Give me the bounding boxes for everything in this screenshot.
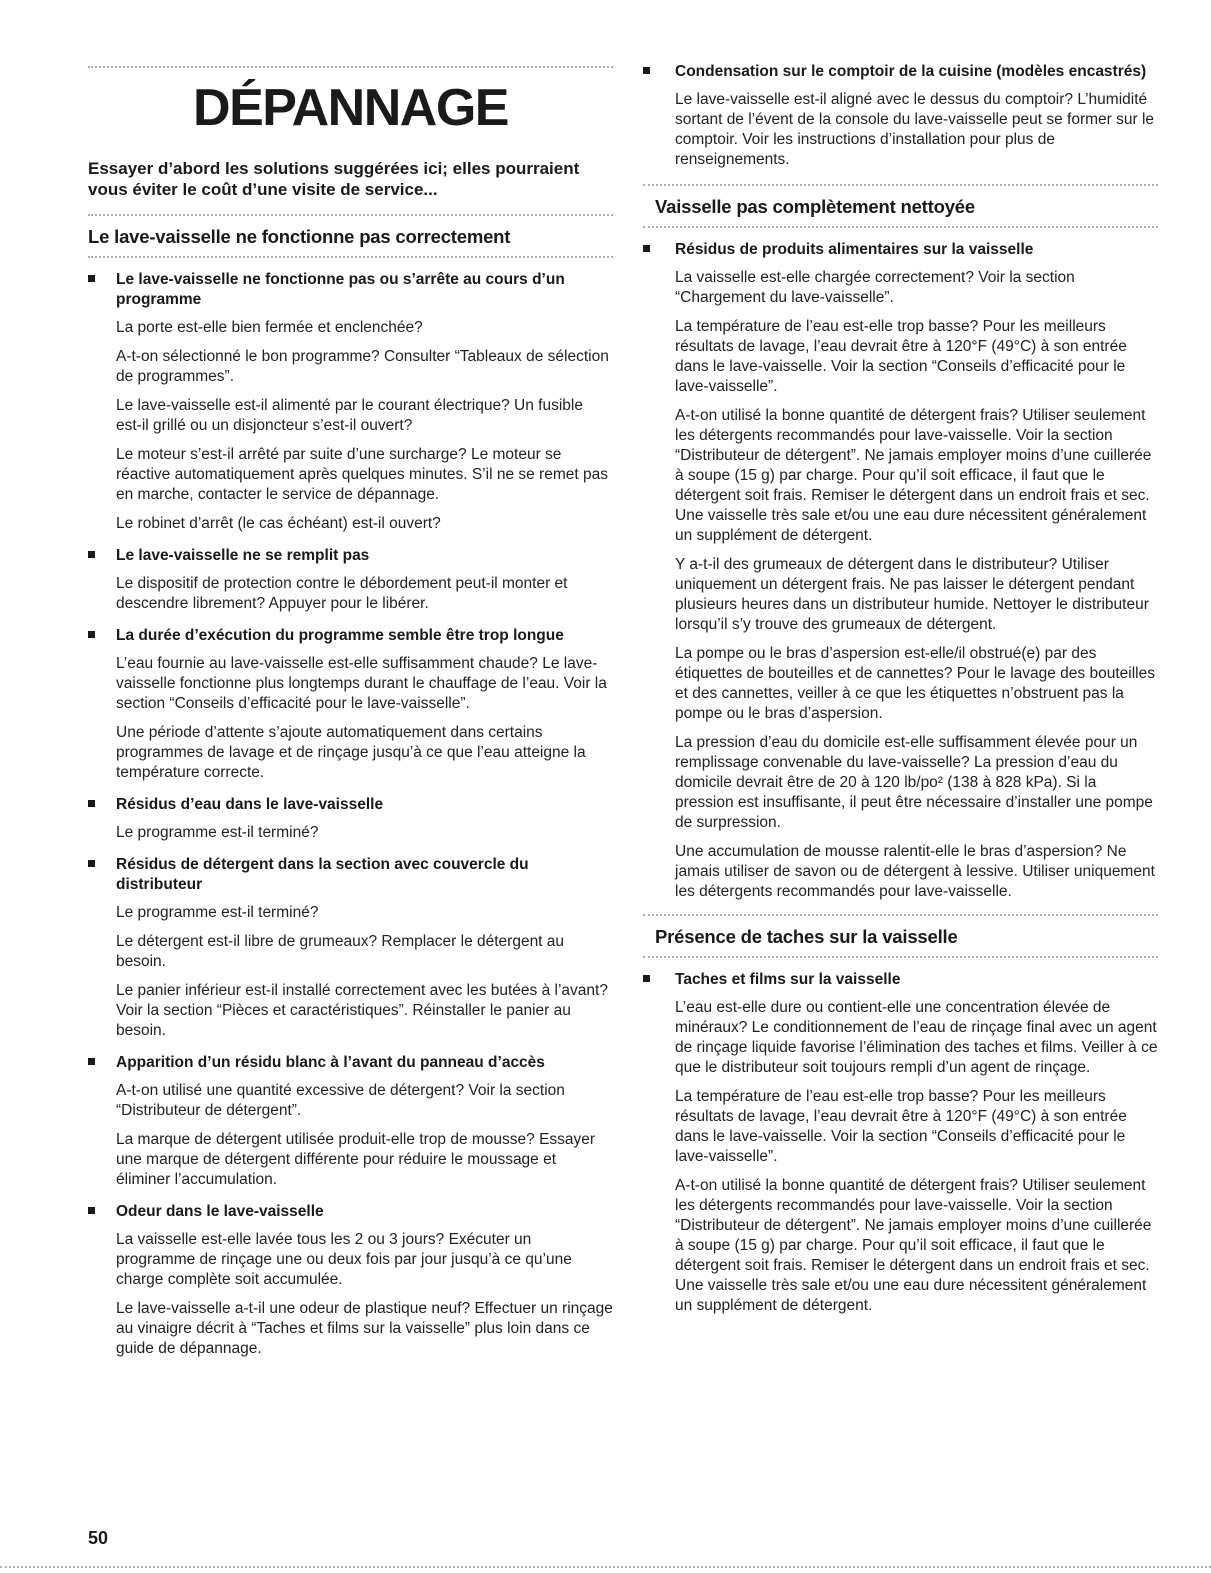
list-item [88, 270, 613, 534]
item-title: Apparition d’un résidu blanc à l’avant du panneau d’accès [116, 1054, 545, 1071]
item-paragraph: La pression d’eau du domicile est-elle suffisamment élevée pour un remplissage convenable du lave-vaisselle? La pression d’eau du domicile devrait être de 20 à 120 lb/po² (138 à 828 kPa). Si la pression est insuffisante, il peut être nécessaire d’installer une pompe de surpression. [675, 734, 1153, 831]
item-paragraph: Le panier inférieur est-il installé correctement avec les butées à l’avant? Voir la section “Pièces et caractéristiques”. Réinstaller le panier au besoin. [116, 982, 608, 1039]
item-paragraph: Y a-t-il des grumeaux de détergent dans le distributeur? Utiliser uniquement un détergent frais. Ne pas laisser le détergent pendant plusieurs heures dans un distributeur humide. Nettoyer le distributeur lorsqu’il s’y trouve des grumeaux de détergent. [675, 556, 1149, 633]
item-title: Odeur dans le lave-vaisselle [116, 1203, 324, 1220]
item-paragraph: Le lave-vaisselle a-t-il une odeur de plastique neuf? Effectuer un rinçage au vinaigre décrit à “Taches et films sur la vaisselle” plus loin dans ce guide de dépannage. [116, 1300, 613, 1357]
item-paragraph: L’eau est-elle dure ou contient-elle une concentration élevée de minéraux? Le conditionnement de l’eau de rinçage final avec un agent de rinçage liquide favorise l’élimination des taches et films. Veiller à ce que le distributeur soit toujours rempli d’un agent de rinçage. [675, 999, 1158, 1076]
item-paragraph: Le dispositif de protection contre le débordement peut-il monter et descendre librement? Appuyer pour le libérer. [116, 575, 568, 612]
bullet-icon [643, 245, 650, 252]
item-paragraph: Le robinet d’arrêt (le cas échéant) est-il ouvert? [116, 515, 441, 532]
page-number: 50 [88, 1528, 109, 1548]
section-heading: Le lave-vaisselle ne fonctionne pas correctement [88, 226, 511, 247]
section-rule-bottom [643, 956, 1158, 958]
item-paragraph: Une période d’attente s’ajoute automatiquement dans certains programmes de lavage et de rinçage jusqu’à ce que l’eau atteigne la température correcte. [116, 724, 586, 781]
left-items [88, 270, 613, 1359]
item-paragraph: Le détergent est-il libre de grumeaux? Remplacer le détergent au besoin. [116, 933, 565, 970]
list-item [88, 546, 613, 614]
item-title: La durée d’exécution du programme semble être trop longue [116, 627, 564, 644]
item-paragraph: La pompe ou le bras d’aspersion est-elle/il obstrué(e) par des étiquettes de bouteilles et de cannettes? Pour le lavage des bouteilles et des cannettes, veiller à ce que les étiquettes n’obstruent pas la pompe ou le bras d’aspersion. [675, 645, 1155, 722]
item-title: Le lave-vaisselle ne se remplit pas [116, 547, 370, 564]
list-item [88, 1053, 613, 1190]
list-item [643, 970, 1158, 1316]
list-item [88, 795, 613, 843]
bullet-icon [88, 551, 95, 558]
item-paragraph: A-t-on sélectionné le bon programme? Consulter “Tableaux de sélection de programmes”. [116, 348, 609, 385]
section-rule-top [643, 914, 1158, 916]
item-paragraph: Le moteur s’est-il arrêté par suite d’une surcharge? Le moteur se réactive automatiquement après quelques minutes. S’il ne se remet pas en marche, contacter le service de dépannage. [116, 446, 608, 503]
item-title: Condensation sur le comptoir de la cuisine (modèles encastrés) [675, 63, 1147, 80]
item-paragraph: A-t-on utilisé une quantité excessive de détergent? Voir la section “Distributeur de détergent”. [116, 1082, 565, 1119]
item-title: Le lave-vaisselle ne fonctionne pas ou s’arrête au cours d’un programme [116, 271, 565, 308]
bullet-icon [88, 800, 95, 807]
bullet-icon [88, 860, 95, 867]
bullet-icon [88, 275, 95, 282]
list-item [88, 855, 613, 1041]
item-paragraph: A-t-on utilisé la bonne quantité de détergent frais? Utiliser seulement les détergents recommandés pour lave-vaisselle. Voir la section “Distributeur de détergent”. Ne jamais employer moins d’une cuillerée à soupe (15 g) par charge. Pour qu’il soit efficace, il faut que le détergent soit frais. Remiser le détergent dans un endroit frais et sec. Une vaisselle très sale et/ou une eau dure nécessitent généralement un supplément de détergent. [675, 1177, 1152, 1314]
item-title: Résidus de produits alimentaires sur la vaisselle [675, 241, 1034, 258]
list-item [88, 626, 613, 783]
section-rule-bottom [88, 256, 613, 258]
item-title: Taches et films sur la vaisselle [675, 971, 901, 988]
item-paragraph: Le lave-vaisselle est-il aligné avec le dessus du comptoir? L’humidité sortant de l’évent de la console du lave-vaisselle peut se former sur le comptoir. Voir les instructions d’installation pour plus de renseignements. [675, 91, 1155, 168]
intro-text: Essayer d’abord les solutions suggérées ici; elles pourraient vous éviter le coût d’une visite de service... [88, 159, 580, 199]
item-paragraph: La vaisselle est-elle chargée correctement? Voir la section “Chargement du lave-vaisselle”. [675, 269, 1075, 306]
section-rule-bottom [643, 226, 1158, 228]
bottom-rule [0, 1566, 1211, 1568]
item-paragraph: La porte est-elle bien fermée et enclenchée? [116, 319, 423, 336]
section-heading: Présence de taches sur la vaisselle [655, 926, 958, 947]
item-paragraph: Le lave-vaisselle est-il alimenté par le courant électrique? Un fusible est-il grillé ou un disjoncteur s’est-il ouvert? [116, 397, 583, 434]
item-paragraph: Une accumulation de mousse ralentit-elle le bras d’aspersion? Ne jamais utiliser de savon ou de détergent à lessive. Utiliser uniquement les détergents recommandés pour lave-vaisselle. [675, 843, 1155, 900]
item-paragraph: La marque de détergent utilisée produit-elle trop de mousse? Essayer une marque de détergent différente pour réduire le moussage et éliminer l’accumulation. [116, 1131, 596, 1188]
item-paragraph: L’eau fournie au lave-vaisselle est-elle suffisamment chaude? Le lave-vaisselle fonctionne plus longtemps durant le chauffage de l’eau. Voir la section “Conseils d’efficacité pour le lave-vaisselle”. [116, 655, 607, 712]
item-paragraph: A-t-on utilisé la bonne quantité de détergent frais? Utiliser seulement les détergents recommandés pour lave-vaisselle. Voir la section “Distributeur de détergent”. Ne jamais employer moins d’une cuillerée à soupe (15 g) par charge. Pour qu’il soit efficace, il faut que le détergent soit frais. Remiser le détergent dans un endroit frais et sec. Une vaisselle très sale et/ou une eau dure nécessitent généralement un supplément de détergent. [675, 407, 1152, 544]
list-item [643, 240, 1158, 902]
page-title: DÉPANNAGE [193, 79, 508, 137]
list-item [643, 62, 1158, 170]
item-paragraph: La température de l’eau est-elle trop basse? Pour les meilleurs résultats de lavage, l’eau devrait être à 120°F (49°C) à son entrée dans le lave-vaisselle. Voir la section “Conseils d’efficacité pour le lave-vaisselle”. [675, 1088, 1127, 1165]
bullet-icon [643, 975, 650, 982]
item-paragraph: La vaisselle est-elle lavée tous les 2 ou 3 jours? Exécuter un programme de rinçage une ou deux fois par jour jusqu’à ce qu’une charge complète soit accumulée. [116, 1231, 572, 1288]
bullet-icon [88, 1207, 95, 1214]
bullet-icon [643, 67, 650, 74]
section-rule-top [643, 184, 1158, 186]
right-column [643, 0, 1158, 1325]
bullet-icon [88, 1058, 95, 1065]
item-title: Résidus de détergent dans la section avec couvercle du distributeur [116, 856, 529, 893]
title-rule [88, 66, 613, 68]
section-rule-top [88, 214, 613, 216]
bullet-icon [88, 631, 95, 638]
section-heading: Vaisselle pas complètement nettoyée [655, 196, 975, 217]
item-title: Résidus d’eau dans le lave-vaisselle [116, 796, 384, 813]
left-column [88, 0, 613, 1368]
list-item [88, 1202, 613, 1359]
item-paragraph: La température de l’eau est-elle trop basse? Pour les meilleurs résultats de lavage, l’eau devrait être à 120°F (49°C) à son entrée dans le lave-vaisselle. Voir la section “Conseils d’efficacité pour le lave-vaisselle”. [675, 318, 1127, 395]
item-paragraph: Le programme est-il terminé? [116, 904, 319, 921]
item-paragraph: Le programme est-il terminé? [116, 824, 319, 841]
